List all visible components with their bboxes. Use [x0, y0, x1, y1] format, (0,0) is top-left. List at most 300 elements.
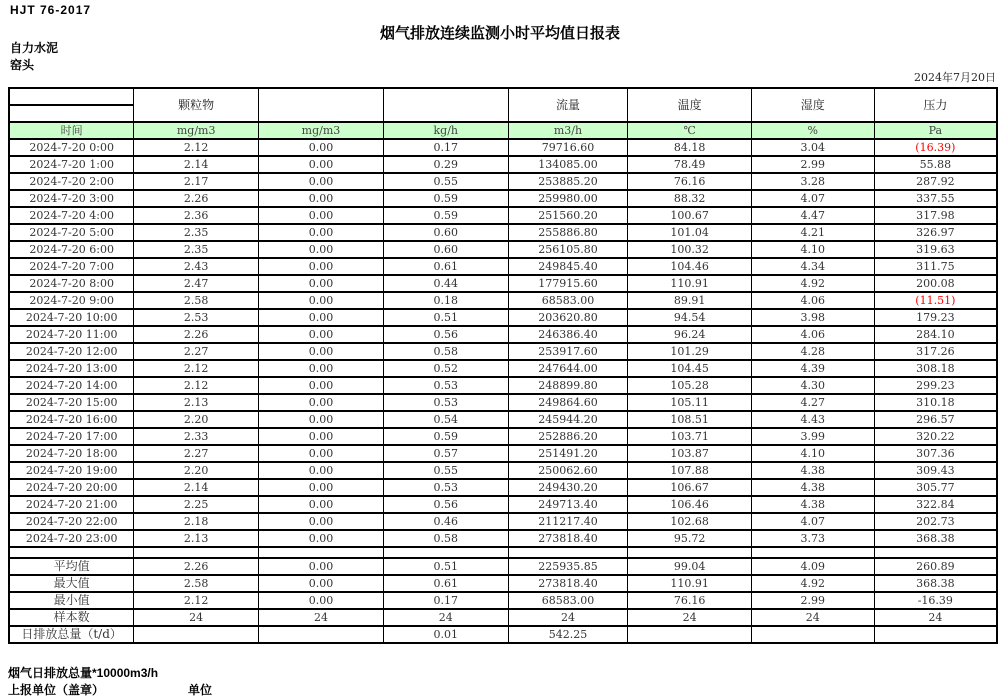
group-header-cell: 温度: [628, 88, 752, 122]
unit-cell: mg/m3: [259, 122, 384, 139]
time-cell: 2024-7-20 19:00: [9, 462, 134, 479]
value-cell: 4.38: [751, 462, 874, 479]
value-cell: 320.22: [874, 428, 997, 445]
value-cell: 2.20: [134, 411, 259, 428]
value-cell: 2.35: [134, 241, 259, 258]
time-cell: 2024-7-20 18:00: [9, 445, 134, 462]
value-cell: 94.54: [628, 309, 752, 326]
spacer-cell: [134, 547, 259, 558]
value-cell: 0.59: [383, 428, 508, 445]
summary-value-cell: 4.92: [751, 575, 874, 592]
value-cell: 296.57: [874, 411, 997, 428]
spacer-cell: [628, 547, 752, 558]
value-cell: 326.97: [874, 224, 997, 241]
value-cell: 246386.40: [508, 326, 628, 343]
value-cell: 2.47: [134, 275, 259, 292]
summary-value-cell: 260.89: [874, 558, 997, 575]
value-cell: 0.55: [383, 462, 508, 479]
summary-value-cell: 0.01: [383, 626, 508, 643]
summary-value-cell: 2.12: [134, 592, 259, 609]
time-cell: 2024-7-20 5:00: [9, 224, 134, 241]
time-cell: 2024-7-20 11:00: [9, 326, 134, 343]
value-cell: 2.12: [134, 377, 259, 394]
value-cell: 78.49: [628, 156, 752, 173]
value-cell: 4.47: [751, 207, 874, 224]
value-cell: 0.18: [383, 292, 508, 309]
table-row: [9, 190, 997, 207]
table-row: [9, 156, 997, 173]
value-cell: (16.39): [874, 139, 997, 156]
value-cell: 4.30: [751, 377, 874, 394]
summary-label-cell: 平均值: [9, 558, 134, 575]
value-cell: 0.56: [383, 496, 508, 513]
value-cell: 0.00: [259, 445, 384, 462]
value-cell: 0.46: [383, 513, 508, 530]
table-row: [9, 479, 997, 496]
value-cell: 76.16: [628, 173, 752, 190]
summary-value-cell: 24: [259, 609, 384, 626]
footer-unit-label: 单位: [188, 683, 213, 697]
summary-value-cell: 24: [383, 609, 508, 626]
unit-cell: m3/h: [508, 122, 628, 139]
unit-cell: %: [751, 122, 874, 139]
value-cell: 253917.60: [508, 343, 628, 360]
table-row: [9, 275, 997, 292]
table-row: [9, 139, 997, 156]
value-cell: 0.00: [259, 207, 384, 224]
summary-value-cell: 2.58: [134, 575, 259, 592]
table-row: [9, 207, 997, 224]
value-cell: 105.28: [628, 377, 752, 394]
value-cell: 247644.00: [508, 360, 628, 377]
unit-cell: kg/h: [383, 122, 508, 139]
value-cell: 55.88: [874, 156, 997, 173]
table-body: [9, 139, 997, 547]
value-cell: 287.92: [874, 173, 997, 190]
value-cell: 4.38: [751, 479, 874, 496]
station-name: 窑头: [10, 58, 35, 72]
value-cell: 89.91: [628, 292, 752, 309]
value-cell: 0.61: [383, 258, 508, 275]
value-cell: 0.29: [383, 156, 508, 173]
unit-cell: mg/m3: [134, 122, 259, 139]
value-cell: 0.60: [383, 224, 508, 241]
value-cell: 3.73: [751, 530, 874, 547]
value-cell: 88.32: [628, 190, 752, 207]
time-cell: 2024-7-20 23:00: [9, 530, 134, 547]
value-cell: 0.00: [259, 530, 384, 547]
value-cell: 251560.20: [508, 207, 628, 224]
value-cell: (11.51): [874, 292, 997, 309]
value-cell: 317.98: [874, 207, 997, 224]
value-cell: 2.27: [134, 343, 259, 360]
value-cell: 245944.20: [508, 411, 628, 428]
table-row: [9, 360, 997, 377]
table-row: [9, 292, 997, 309]
report-date: 2024年7月20日: [914, 71, 996, 84]
value-cell: 100.32: [628, 241, 752, 258]
time-cell: 2024-7-20 22:00: [9, 513, 134, 530]
table-summary: [9, 547, 997, 643]
summary-value-cell: 0.51: [383, 558, 508, 575]
value-cell: 0.00: [259, 513, 384, 530]
value-cell: 368.38: [874, 530, 997, 547]
value-cell: 102.68: [628, 513, 752, 530]
value-cell: 2.25: [134, 496, 259, 513]
value-cell: 106.46: [628, 496, 752, 513]
company-name: 自力水泥: [10, 41, 59, 55]
summary-value-cell: 24: [134, 609, 259, 626]
summary-value-cell: -16.39: [874, 592, 997, 609]
value-cell: 96.24: [628, 326, 752, 343]
table-row: [9, 462, 997, 479]
value-cell: 2.12: [134, 360, 259, 377]
value-cell: 253885.20: [508, 173, 628, 190]
value-cell: 273818.40: [508, 530, 628, 547]
group-header-cell: 流量: [508, 88, 628, 122]
time-cell: 2024-7-20 8:00: [9, 275, 134, 292]
footer-report-unit-label: 上报单位（盖章）: [8, 683, 105, 697]
unit-cell: Pa: [874, 122, 997, 139]
footer-note: 烟气日排放总量*10000m3/h: [8, 666, 159, 680]
value-cell: 4.10: [751, 241, 874, 258]
value-cell: 2.99: [751, 156, 874, 173]
time-cell: 2024-7-20 12:00: [9, 343, 134, 360]
value-cell: 251491.20: [508, 445, 628, 462]
summary-row: [9, 575, 997, 592]
value-cell: 4.34: [751, 258, 874, 275]
value-cell: 4.27: [751, 394, 874, 411]
value-cell: 4.43: [751, 411, 874, 428]
value-cell: 0.53: [383, 394, 508, 411]
value-cell: 68583.00: [508, 292, 628, 309]
value-cell: 0.00: [259, 139, 384, 156]
time-cell: 2024-7-20 0:00: [9, 139, 134, 156]
value-cell: 0.53: [383, 377, 508, 394]
summary-value-cell: 24: [874, 609, 997, 626]
value-cell: 101.29: [628, 343, 752, 360]
table-row: [9, 343, 997, 360]
value-cell: 202.73: [874, 513, 997, 530]
value-cell: 0.53: [383, 479, 508, 496]
value-cell: 0.00: [259, 309, 384, 326]
summary-value-cell: 4.09: [751, 558, 874, 575]
summary-value-cell: 110.91: [628, 575, 752, 592]
summary-value-cell: 273818.40: [508, 575, 628, 592]
time-header-cell: 时间: [9, 122, 134, 139]
summary-label-cell: 最小值: [9, 592, 134, 609]
time-cell: 2024-7-20 15:00: [9, 394, 134, 411]
value-cell: 305.77: [874, 479, 997, 496]
value-cell: 2.13: [134, 394, 259, 411]
value-cell: 0.00: [259, 241, 384, 258]
value-cell: 284.10: [874, 326, 997, 343]
time-cell: 2024-7-20 16:00: [9, 411, 134, 428]
value-cell: 4.06: [751, 326, 874, 343]
value-cell: 4.38: [751, 496, 874, 513]
value-cell: 2.14: [134, 479, 259, 496]
summary-value-cell: [751, 626, 874, 643]
unit-cell: ℃: [628, 122, 752, 139]
table-row: [9, 309, 997, 326]
value-cell: 2.20: [134, 462, 259, 479]
value-cell: 108.51: [628, 411, 752, 428]
summary-value-cell: 0.00: [259, 558, 384, 575]
value-cell: 3.98: [751, 309, 874, 326]
spacer-cell: [508, 547, 628, 558]
page-title: 烟气排放连续监测小时平均值日报表: [379, 25, 620, 42]
spacer-row: [9, 547, 997, 558]
value-cell: 259980.00: [508, 190, 628, 207]
value-cell: 0.58: [383, 530, 508, 547]
value-cell: 100.67: [628, 207, 752, 224]
value-cell: 255886.80: [508, 224, 628, 241]
value-cell: 0.00: [259, 360, 384, 377]
value-cell: 0.00: [259, 462, 384, 479]
value-cell: 256105.80: [508, 241, 628, 258]
summary-value-cell: 68583.00: [508, 592, 628, 609]
value-cell: 0.54: [383, 411, 508, 428]
time-cell: 2024-7-20 17:00: [9, 428, 134, 445]
summary-value-cell: 0.00: [259, 592, 384, 609]
value-cell: 2.14: [134, 156, 259, 173]
value-cell: 317.26: [874, 343, 997, 360]
value-cell: 2.43: [134, 258, 259, 275]
table-header: [9, 88, 997, 139]
summary-value-cell: 0.61: [383, 575, 508, 592]
value-cell: 0.57: [383, 445, 508, 462]
summary-value-cell: 225935.85: [508, 558, 628, 575]
summary-value-cell: [134, 626, 259, 643]
value-cell: 2.17: [134, 173, 259, 190]
summary-value-cell: 368.38: [874, 575, 997, 592]
summary-value-cell: [874, 626, 997, 643]
value-cell: 134085.00: [508, 156, 628, 173]
table-row: [9, 530, 997, 547]
value-cell: 3.28: [751, 173, 874, 190]
table-row: [9, 411, 997, 428]
value-cell: 95.72: [628, 530, 752, 547]
value-cell: 250062.60: [508, 462, 628, 479]
value-cell: 179.23: [874, 309, 997, 326]
value-cell: 4.06: [751, 292, 874, 309]
value-cell: 177915.60: [508, 275, 628, 292]
summary-row: [9, 592, 997, 609]
value-cell: 307.36: [874, 445, 997, 462]
value-cell: 106.67: [628, 479, 752, 496]
value-cell: 2.53: [134, 309, 259, 326]
table-row: [9, 258, 997, 275]
spacer-cell: [383, 547, 508, 558]
table-row: [9, 513, 997, 530]
report-table: [8, 87, 998, 644]
value-cell: 105.11: [628, 394, 752, 411]
value-cell: 0.00: [259, 173, 384, 190]
value-cell: 249430.20: [508, 479, 628, 496]
value-cell: 0.59: [383, 190, 508, 207]
time-group-lower-cell: [9, 105, 134, 122]
table-row: [9, 326, 997, 343]
value-cell: 2.35: [134, 224, 259, 241]
value-cell: 0.52: [383, 360, 508, 377]
value-cell: 2.13: [134, 530, 259, 547]
group-header-cell: 压力: [874, 88, 997, 122]
value-cell: 249713.40: [508, 496, 628, 513]
summary-label-cell: 样本数: [9, 609, 134, 626]
summary-value-cell: 24: [751, 609, 874, 626]
value-cell: 0.00: [259, 394, 384, 411]
value-cell: 2.26: [134, 190, 259, 207]
value-cell: 311.75: [874, 258, 997, 275]
value-cell: 0.00: [259, 377, 384, 394]
table-row: [9, 428, 997, 445]
value-cell: 79716.60: [508, 139, 628, 156]
value-cell: 4.28: [751, 343, 874, 360]
value-cell: 4.92: [751, 275, 874, 292]
report-table-wrap: [8, 87, 998, 644]
value-cell: 0.00: [259, 156, 384, 173]
time-group-upper-cell: [9, 88, 134, 105]
value-cell: 4.07: [751, 513, 874, 530]
table-row: [9, 394, 997, 411]
spacer-cell: [9, 547, 134, 558]
value-cell: 103.71: [628, 428, 752, 445]
group-header-cell: 湿度: [751, 88, 874, 122]
value-cell: 107.88: [628, 462, 752, 479]
value-cell: 4.07: [751, 190, 874, 207]
time-cell: 2024-7-20 21:00: [9, 496, 134, 513]
time-cell: 2024-7-20 20:00: [9, 479, 134, 496]
table-row: [9, 224, 997, 241]
summary-label-cell: 日排放总量（t/d）: [9, 626, 134, 643]
time-cell: 2024-7-20 3:00: [9, 190, 134, 207]
value-cell: 0.00: [259, 479, 384, 496]
value-cell: 4.10: [751, 445, 874, 462]
group-header-cell: [383, 88, 508, 122]
value-cell: 3.04: [751, 139, 874, 156]
value-cell: 84.18: [628, 139, 752, 156]
spacer-cell: [259, 547, 384, 558]
time-cell: 2024-7-20 7:00: [9, 258, 134, 275]
value-cell: 0.00: [259, 343, 384, 360]
value-cell: 0.60: [383, 241, 508, 258]
unit-header-row: [9, 122, 997, 139]
table-row: [9, 241, 997, 258]
time-cell: 2024-7-20 1:00: [9, 156, 134, 173]
group-header-row: [9, 88, 997, 105]
time-cell: 2024-7-20 13:00: [9, 360, 134, 377]
value-cell: 0.00: [259, 258, 384, 275]
spacer-cell: [751, 547, 874, 558]
value-cell: 0.00: [259, 292, 384, 309]
value-cell: 3.99: [751, 428, 874, 445]
summary-row: [9, 558, 997, 575]
summary-value-cell: 542.25: [508, 626, 628, 643]
summary-row: [9, 609, 997, 626]
summary-value-cell: 0.00: [259, 575, 384, 592]
value-cell: 211217.40: [508, 513, 628, 530]
time-cell: 2024-7-20 6:00: [9, 241, 134, 258]
value-cell: 2.58: [134, 292, 259, 309]
summary-value-cell: 2.99: [751, 592, 874, 609]
summary-value-cell: [628, 626, 752, 643]
summary-value-cell: 2.26: [134, 558, 259, 575]
time-cell: 2024-7-20 14:00: [9, 377, 134, 394]
table-row: [9, 173, 997, 190]
table-row: [9, 445, 997, 462]
value-cell: 0.17: [383, 139, 508, 156]
value-cell: 308.18: [874, 360, 997, 377]
value-cell: 4.39: [751, 360, 874, 377]
value-cell: 104.46: [628, 258, 752, 275]
table-row: [9, 496, 997, 513]
value-cell: 200.08: [874, 275, 997, 292]
value-cell: 101.04: [628, 224, 752, 241]
value-cell: 299.23: [874, 377, 997, 394]
summary-value-cell: 24: [508, 609, 628, 626]
spacer-cell: [874, 547, 997, 558]
value-cell: 2.33: [134, 428, 259, 445]
value-cell: 0.44: [383, 275, 508, 292]
value-cell: 0.56: [383, 326, 508, 343]
summary-value-cell: 0.17: [383, 592, 508, 609]
value-cell: 2.36: [134, 207, 259, 224]
doc-code: HJT 76-2017: [10, 3, 92, 17]
value-cell: 104.45: [628, 360, 752, 377]
summary-label-cell: 最大值: [9, 575, 134, 592]
value-cell: 2.27: [134, 445, 259, 462]
group-header-cell: 颗粒物: [134, 88, 259, 122]
value-cell: 0.00: [259, 224, 384, 241]
value-cell: 203620.80: [508, 309, 628, 326]
time-cell: 2024-7-20 10:00: [9, 309, 134, 326]
value-cell: 319.63: [874, 241, 997, 258]
value-cell: 0.00: [259, 428, 384, 445]
value-cell: 252886.20: [508, 428, 628, 445]
value-cell: 0.51: [383, 309, 508, 326]
time-cell: 2024-7-20 4:00: [9, 207, 134, 224]
value-cell: 0.59: [383, 207, 508, 224]
value-cell: 310.18: [874, 394, 997, 411]
value-cell: 4.21: [751, 224, 874, 241]
value-cell: 0.00: [259, 496, 384, 513]
summary-value-cell: 24: [628, 609, 752, 626]
summary-value-cell: 99.04: [628, 558, 752, 575]
value-cell: 0.00: [259, 326, 384, 343]
value-cell: 103.87: [628, 445, 752, 462]
value-cell: 2.26: [134, 326, 259, 343]
value-cell: 248899.80: [508, 377, 628, 394]
value-cell: 110.91: [628, 275, 752, 292]
value-cell: 2.18: [134, 513, 259, 530]
time-cell: 2024-7-20 9:00: [9, 292, 134, 309]
value-cell: 249864.60: [508, 394, 628, 411]
value-cell: 0.00: [259, 190, 384, 207]
value-cell: 249845.40: [508, 258, 628, 275]
summary-row: [9, 626, 997, 643]
value-cell: 0.55: [383, 173, 508, 190]
value-cell: 2.12: [134, 139, 259, 156]
time-cell: 2024-7-20 2:00: [9, 173, 134, 190]
value-cell: 0.58: [383, 343, 508, 360]
group-header-cell: [259, 88, 384, 122]
value-cell: 309.43: [874, 462, 997, 479]
table-row: [9, 377, 997, 394]
value-cell: 337.55: [874, 190, 997, 207]
value-cell: 322.84: [874, 496, 997, 513]
summary-value-cell: 76.16: [628, 592, 752, 609]
summary-value-cell: [259, 626, 384, 643]
